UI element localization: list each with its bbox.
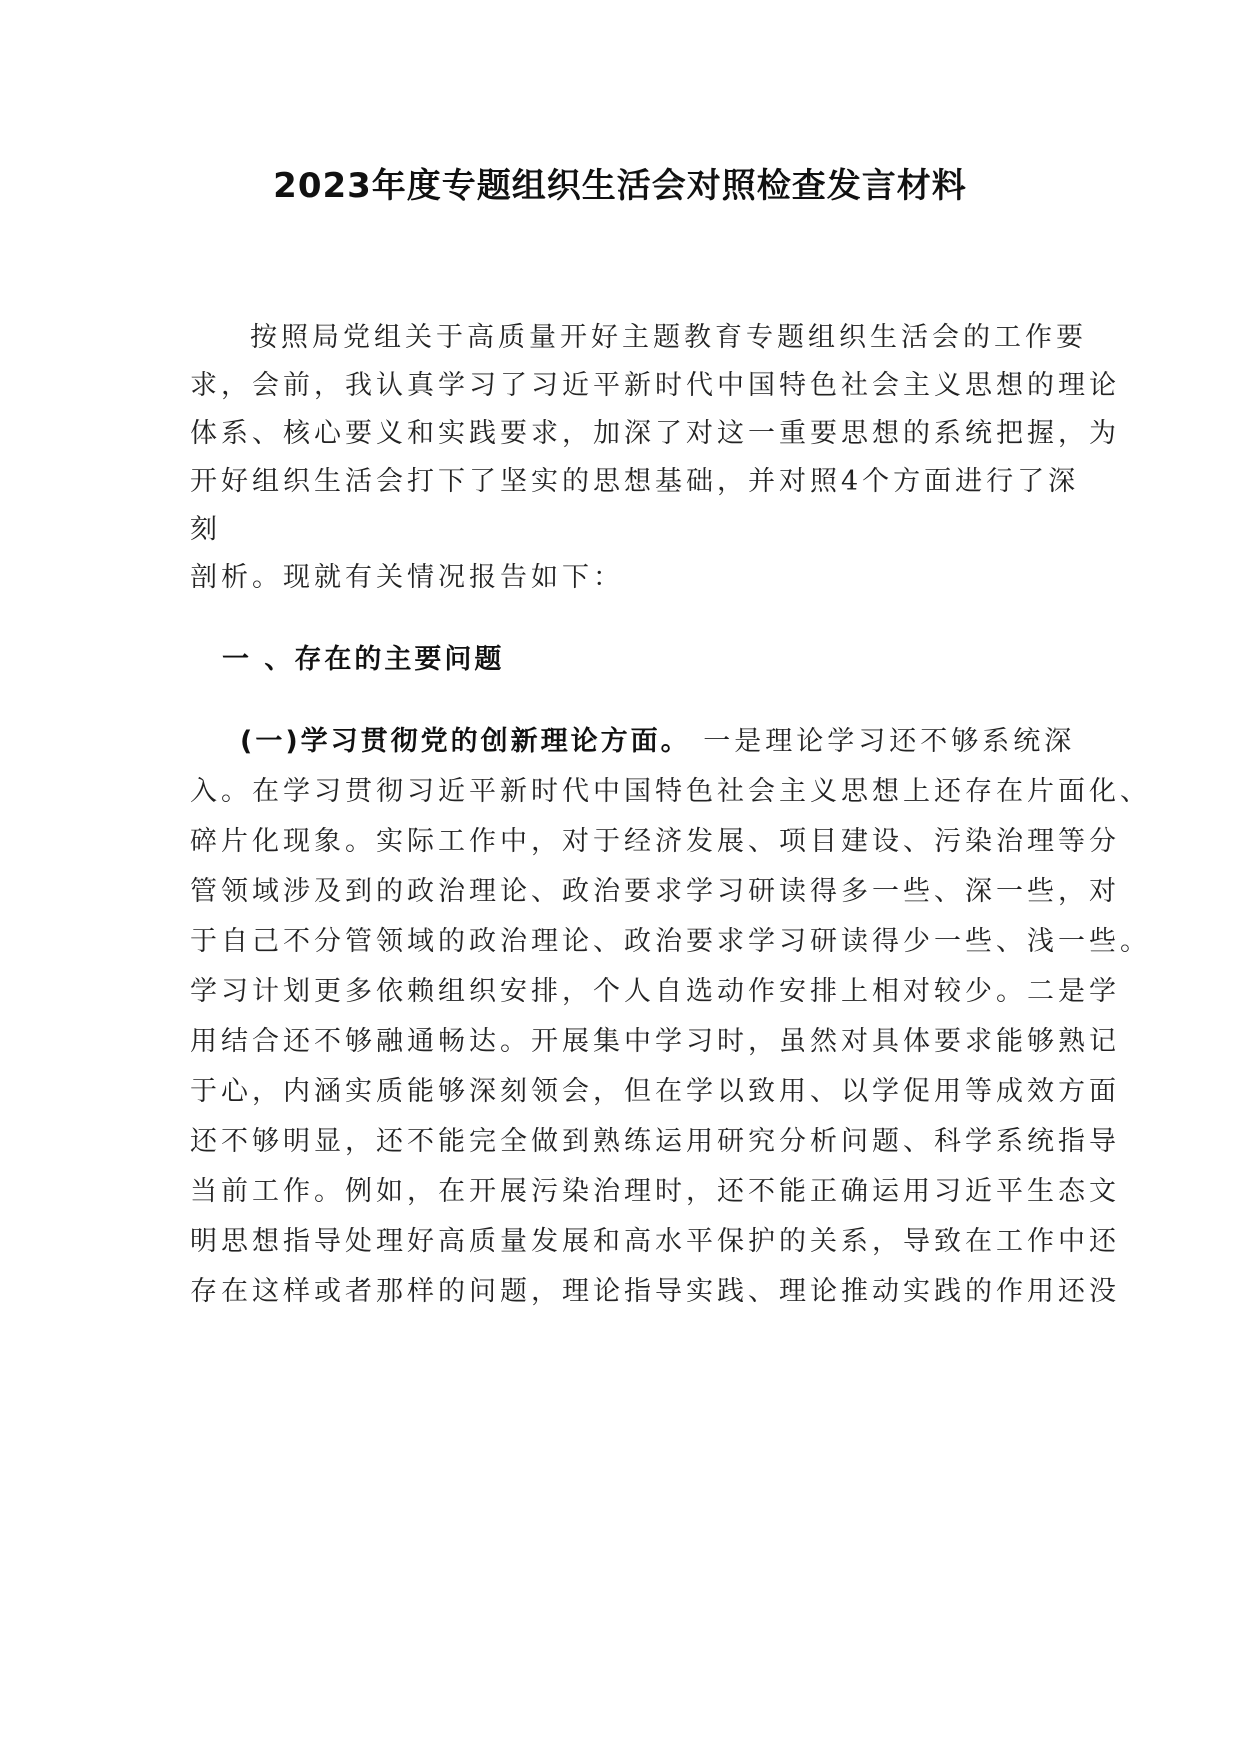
body-line-11: 存在这样或者那样的问题，理论指导实践、理论推动实践的作用还没 bbox=[190, 1276, 1120, 1307]
body-line-4: 于自己不分管领域的政治理论、政治要求学习研读得少一些、浅一些。 bbox=[190, 926, 1151, 957]
body-line-8: 还不够明显，还不能完全做到熟练运用研究分析问题、科学系统指导 bbox=[190, 1126, 1120, 1157]
body-line-2: 碎片化现象。实际工作中，对于经济发展、项目建设、污染治理等分 bbox=[190, 826, 1120, 857]
body-line-3: 管领域涉及到的政治理论、政治要求学习研读得多一些、深一些，对 bbox=[190, 876, 1120, 907]
intro-line-5: 刻 bbox=[190, 514, 221, 545]
body-line-6: 用结合还不够融通畅达。开展集中学习时，虽然对具体要求能够熟记 bbox=[190, 1026, 1120, 1057]
document-title: 2023年度专题组织生活会对照检查发言材料 bbox=[273, 166, 967, 206]
section-heading: 一 、存在的主要问题 bbox=[222, 644, 505, 675]
body-line-1: 入。在学习贯彻习近平新时代中国特色社会主义思想上还存在片面化、 bbox=[190, 776, 1151, 807]
intro-line-6: 剖析。现就有关情况报告如下： bbox=[190, 562, 624, 593]
subsection-first-line bbox=[240, 722, 1075, 762]
body-line-7: 于心，内涵实质能够深刻领会，但在学以致用、以学促用等成效方面 bbox=[190, 1076, 1120, 1107]
subsection-first-line-text: 一是理论学习还不够系统深 bbox=[690, 726, 1076, 757]
body-line-5: 学习计划更多依赖组织安排，个人自选动作安排上相对较少。二是学 bbox=[190, 976, 1120, 1007]
body-line-10: 明思想指导处理好高质量发展和高水平保护的关系，导致在工作中还 bbox=[190, 1226, 1120, 1257]
subsection-label: (一)学习贯彻党的创新理论方面。 bbox=[240, 726, 691, 757]
intro-line-3: 体系、核心要义和实践要求，加深了对这一重要思想的系统把握，为 bbox=[190, 418, 1120, 449]
body-line-9: 当前工作。例如，在开展污染治理时，还不能正确运用习近平生态文 bbox=[190, 1176, 1120, 1207]
intro-line-1: 按照局党组关于高质量开好主题教育专题组织生活会的工作要 bbox=[250, 322, 1087, 353]
intro-line-2: 求，会前，我认真学习了习近平新时代中国特色社会主义思想的理论 bbox=[190, 370, 1120, 401]
intro-line-4: 开好组织生活会打下了坚实的思想基础，并对照4个方面进行了深 bbox=[190, 466, 1080, 497]
